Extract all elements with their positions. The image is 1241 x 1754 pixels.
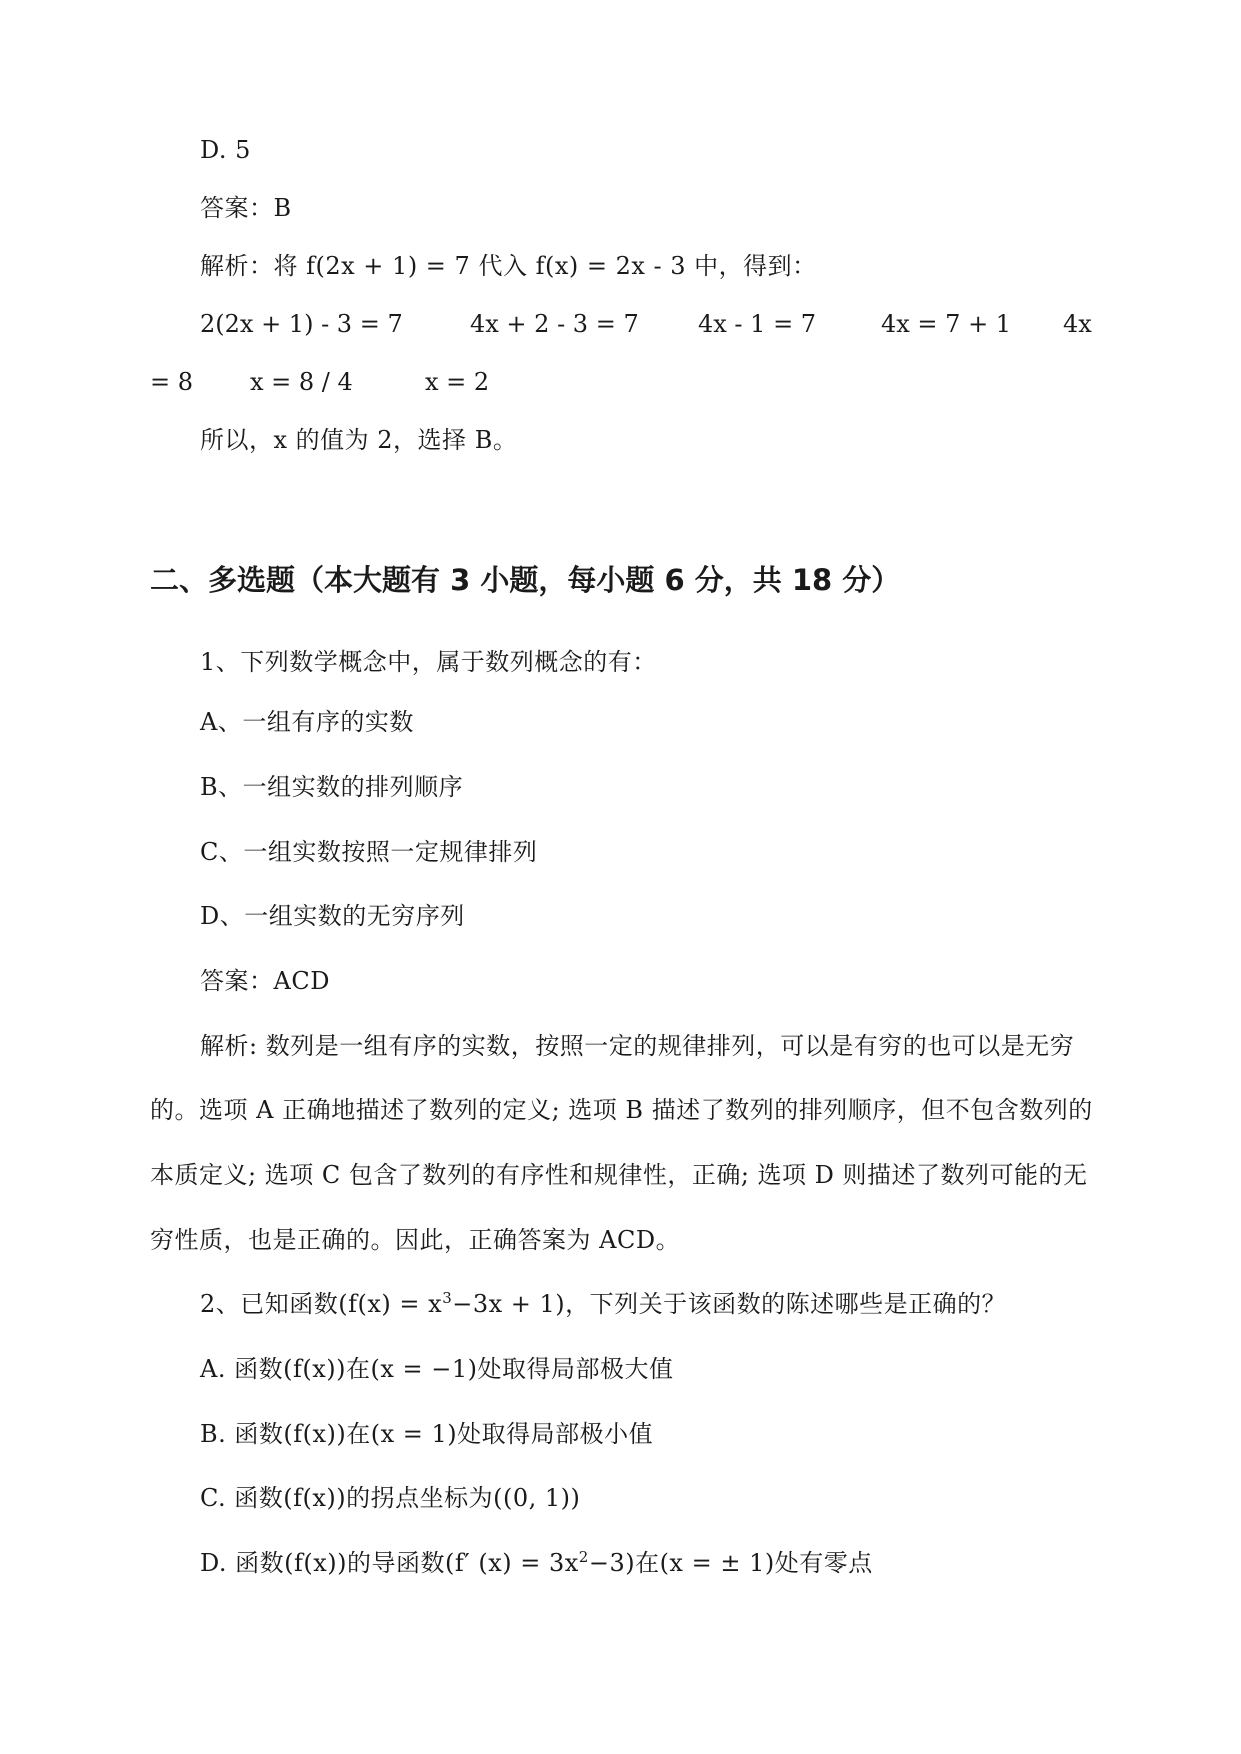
step-4: 4x = 7 + 1 [881, 310, 1012, 338]
q1-option-a: A、一组有序的实数 [200, 708, 414, 736]
prev-analysis-intro: 解析：将 f(2x + 1) = 7 代入 f(x) = 2x - 3 中，得到： [200, 252, 817, 280]
q1-analysis-line-1: 解析: 数列是一组有序的实数，按照一定的规律排列，可以是有穷的也可以是无穷 [200, 1032, 1075, 1060]
step-2: 4x + 2 - 3 = 7 [470, 310, 639, 338]
section-heading: 二、多选题（本大题有 3 小题，每小题 6 分，共 18 分） [150, 563, 901, 597]
prev-option-d: D. 5 [200, 136, 251, 164]
q1-option-d: D、一组实数的无穷序列 [200, 902, 465, 930]
step-7: x = 8 / 4 [250, 368, 353, 396]
step-5: 4x [1063, 310, 1092, 338]
q2-option-b: B. 函数(f(x))在(x = 1)处取得局部极小值 [200, 1420, 654, 1448]
step-6: = 8 [150, 368, 194, 396]
step-3: 4x - 1 = 7 [698, 310, 817, 338]
step-8: x = 2 [425, 368, 490, 396]
q1-analysis-line-4: 穷性质，也是正确的。因此，正确答案为 ACD。 [150, 1226, 681, 1254]
q2-stem-text-rest: −3x + 1)，下列关于该函数的陈述哪些是正确的？ [452, 1290, 1007, 1318]
q1-option-c: C、一组实数按照一定规律排列 [200, 838, 538, 866]
q2-stem-exponent: 3 [442, 1289, 453, 1307]
q1-analysis-line-3: 本质定义; 选项 C 包含了数列的有序性和规律性，正确; 选项 D 则描述了数列可能的无 [150, 1161, 1088, 1189]
q2-stem-text: 2、已知函数(f(x) = x [200, 1290, 443, 1318]
prev-conclusion: 所以，x 的值为 2，选择 B。 [200, 426, 518, 454]
q2-option-a: A. 函数(f(x))在(x = −1)处取得局部极大值 [200, 1355, 674, 1383]
q1-answer: 答案：ACD [200, 967, 330, 995]
step-1: 2(2x + 1) - 3 = 7 [200, 310, 403, 338]
q1-option-b: B、一组实数的排列顺序 [200, 773, 464, 801]
q1-stem: 1、下列数学概念中，属于数列概念的有： [200, 648, 657, 676]
q2-option-d-text: D. 函数(f(x))的导函数(f′ (x) = 3x [200, 1549, 579, 1577]
prev-answer: 答案：B [200, 194, 292, 222]
q2-option-c: C. 函数(f(x))的拐点坐标为((0, 1)) [200, 1484, 581, 1512]
q2-stem [200, 1288, 1006, 1320]
q2-option-d-exponent: 2 [578, 1548, 589, 1566]
q2-option-d-text-rest: −3)在(x = ± 1)处有零点 [588, 1549, 873, 1577]
q1-analysis-line-2: 的。选项 A 正确地描述了数列的定义; 选项 B 描述了数列的排列顺序，但不包含数列的 [150, 1096, 1093, 1124]
q2-option-d [200, 1547, 873, 1579]
